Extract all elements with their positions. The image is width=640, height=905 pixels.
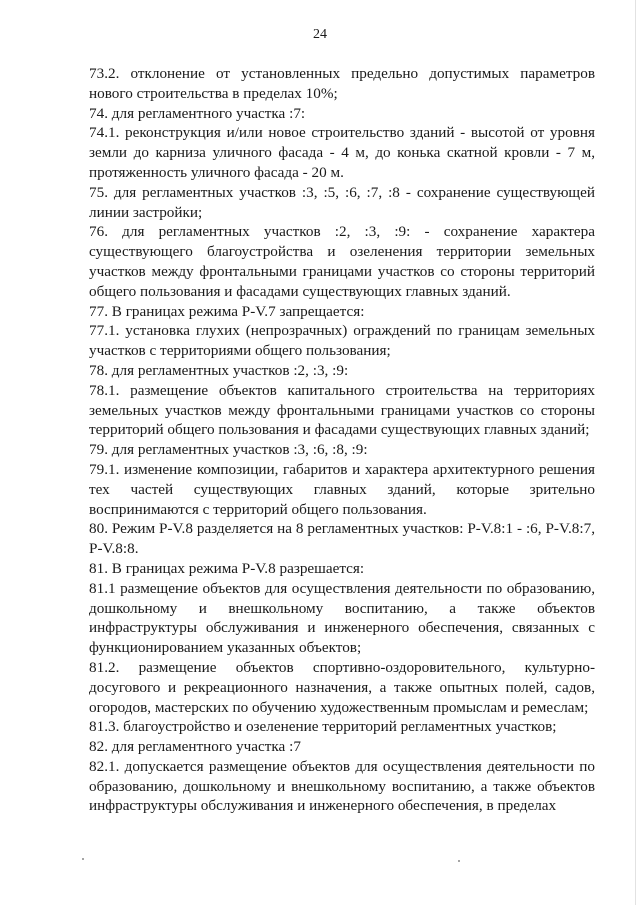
- paragraph-82: 82. для регламентного участка :7: [89, 738, 301, 756]
- paragraph-81-3: 81.3. благоустройство и озеленение территорий регламентных участков;: [89, 718, 557, 736]
- paragraph-74: 74. для регламентного участка :7:: [89, 104, 306, 122]
- paragraph-80: 80. Режим Р-V.8 разделяется на 8 регламентных участков: Р-V.8:1 - :6, Р-V.8:7, Р-V.8:8.: [89, 520, 595, 558]
- page-edge: [635, 0, 636, 905]
- paragraph-77: 77. В границах режима Р-V.7 запрещается:: [89, 302, 365, 320]
- paragraph-81-2: 81.2. размещение объектов спортивно-оздоровительного, культурно-досугового и рекреационного назначения, а также опытных полей, садов, огородов, мастерских по обучению художественным промыслам и ремеслам;: [89, 658, 595, 716]
- scan-speck: [458, 860, 460, 862]
- page-number: 24: [313, 27, 327, 42]
- paragraph-74-1: 74.1. реконструкция и/или новое строительство зданий - высотой от уровня земли до карниза уличного фасада - 4 м, до конька скатной кровли - 7 м, протяженность уличного фасада - 20 м.: [89, 124, 595, 181]
- scan-speck: [82, 858, 84, 860]
- paragraph-73-2: 73.2. отклонение от установленных предельно допустимых параметров нового строительства в пределах 10%;: [89, 65, 595, 102]
- paragraph-78: 78. для регламентных участков :2, :3, :9:: [89, 361, 349, 379]
- paragraph-79-1: 79.1. изменение композиции, габаритов и характера архитектурного решения тех частей существующих главных зданий, которые зрительно воспринимаются с территорий общего пользования.: [89, 460, 595, 518]
- paragraph-81: 81. В границах режима Р-V.8 разрешается:: [89, 559, 365, 577]
- paragraph-82-1: 82.1. допускается размещение объектов для осуществления деятельности по образованию, дошкольному и внешкольному воспитанию, а также объектов инфраструктуры обслуживания и инженерного обеспечения, в пределах: [89, 757, 595, 815]
- paragraph-78-1: 78.1. размещение объектов капитального строительства на территориях земельных участков между фронтальными границами участков со стороны территорий общего пользования и фасадами существующих главных зданий;: [89, 381, 595, 439]
- paragraph-76: 76. для регламентных участков :2, :3, :9: - сохранение характера существующего благоустройства и озеленения территории земельных участков между фронтальными границами участков со стороны территорий общего пользования и фасадами существующих главных зданий.: [89, 223, 595, 300]
- paragraph-81-1: 81.1 размещение объектов для осуществления деятельности по образованию, дошкольному и внешкольному воспитанию, а также объектов инфраструктуры обслуживания и инженерного обеспечения, связанных с функционированием указанных объектов;: [89, 579, 595, 657]
- paragraph-75: 75. для регламентных участков :3, :5, :6, :7, :8 - сохранение существующей линии застройки;: [89, 183, 595, 221]
- paragraph-77-1: 77.1. установка глухих (непрозрачных) ограждений по границам земельных участков с территориями общего пользования;: [89, 322, 595, 360]
- paragraph-79: 79. для регламентных участков :3, :6, :8, :9:: [89, 441, 368, 459]
- document-body: [89, 64, 595, 816]
